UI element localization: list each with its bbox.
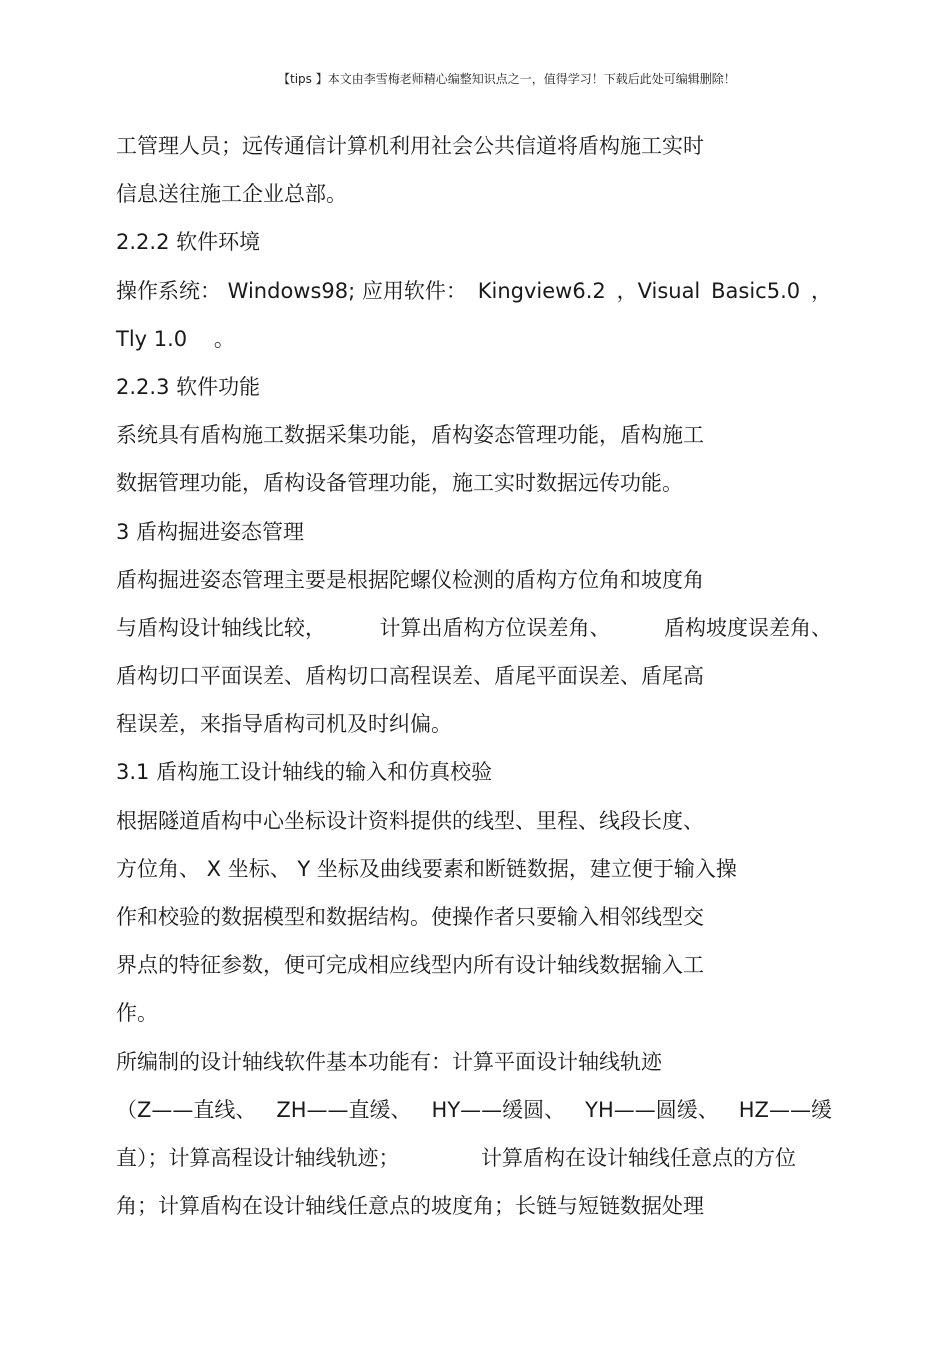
os-label: 操作系统： Windows98; 应用软件： bbox=[116, 278, 467, 303]
software-basic: Basic5.0 bbox=[711, 278, 801, 303]
tips-header-note: 【tips 】本文由李雪梅老师精心编整知识点之一，值得学习！下载后此处可编辑删除！ bbox=[278, 72, 736, 86]
trailing-comma: ， bbox=[810, 278, 832, 303]
software-environment-line bbox=[116, 273, 832, 321]
paragraph-line: 根据隧道盾构中心坐标设计资料提供的线型、里程、线段长度、 bbox=[116, 808, 704, 833]
paragraph-line: 作和校验的数据模型和数据结构。使操作者只要输入相邻线型交 bbox=[116, 905, 704, 929]
paragraph-line-spaced bbox=[116, 1140, 796, 1188]
paragraph-line: 角；计算盾构在设计轴线任意点的坡度角；长链与短链数据处理 bbox=[116, 1194, 704, 1219]
line-segment: 盾构坡度误差角、 bbox=[664, 615, 832, 640]
paragraph-line: 界点的特征参数，便可完成相应线型内所有设计轴线数据输入工 bbox=[116, 953, 704, 978]
line-type-yh: YH——圆缓、 bbox=[585, 1097, 719, 1122]
paragraph-line: Tly 1.0 。 bbox=[116, 326, 235, 351]
paragraph-line: 工管理人员；远传通信计算机利用社会公共信道将盾构施工实时 bbox=[116, 134, 704, 158]
line-type-hy: HY——缓圆、 bbox=[431, 1097, 566, 1122]
section-heading-2-2-2: 2.2.2 软件环境 bbox=[116, 230, 261, 255]
paragraph-line: 所编制的设计轴线软件基本功能有：计算平面设计轴线轨迹 bbox=[116, 1049, 662, 1074]
section-heading-3-1: 3.1 盾构施工设计轴线的输入和仿真校验 bbox=[116, 760, 493, 785]
section-heading-3: 3 盾构掘进姿态管理 bbox=[116, 519, 305, 544]
line-segment: 计算盾构在设计轴线任意点的方位 bbox=[481, 1145, 796, 1170]
paragraph-line: 作。 bbox=[116, 1001, 158, 1026]
paragraph-line-spaced bbox=[116, 610, 832, 658]
document-body bbox=[116, 128, 836, 1236]
paragraph-line: 程误差，来指导盾构司机及时纠偏。 bbox=[116, 712, 452, 737]
section-heading-2-2-3: 2.2.3 软件功能 bbox=[116, 374, 261, 399]
line-segment: 直）；计算高程设计轴线轨迹； bbox=[116, 1145, 400, 1170]
software-visual: ，Visual bbox=[616, 278, 701, 303]
line-segment: 计算出盾构方位误差角、 bbox=[379, 615, 611, 640]
paragraph-line: 盾构掘进姿态管理主要是根据陀螺仪检测的盾构方位角和坡度角 bbox=[116, 567, 704, 592]
line-type-hz: HZ——缓 bbox=[738, 1097, 832, 1122]
line-segment: 与盾构设计轴线比较， bbox=[116, 615, 326, 640]
paragraph-line: 数据管理功能，盾构设备管理功能，施工实时数据远传功能。 bbox=[116, 471, 683, 496]
paragraph-line: 系统具有盾构施工数据采集功能，盾构姿态管理功能，盾构施工 bbox=[116, 423, 704, 448]
software-kingview: Kingview6.2 bbox=[477, 278, 606, 303]
line-type-list bbox=[116, 1092, 832, 1140]
paragraph-line: 方位角、 X 坐标、 Y 坐标及曲线要素和断链数据，建立便于输入操 bbox=[116, 856, 737, 881]
line-type-zh: ZH——直缓、 bbox=[276, 1097, 412, 1122]
paragraph-line: 信息送往施工企业总部。 bbox=[116, 182, 347, 207]
paragraph-line: 盾构切口平面误差、盾构切口高程误差、盾尾平面误差、盾尾高 bbox=[116, 664, 704, 689]
line-type-z: （Z——直线、 bbox=[116, 1097, 257, 1122]
